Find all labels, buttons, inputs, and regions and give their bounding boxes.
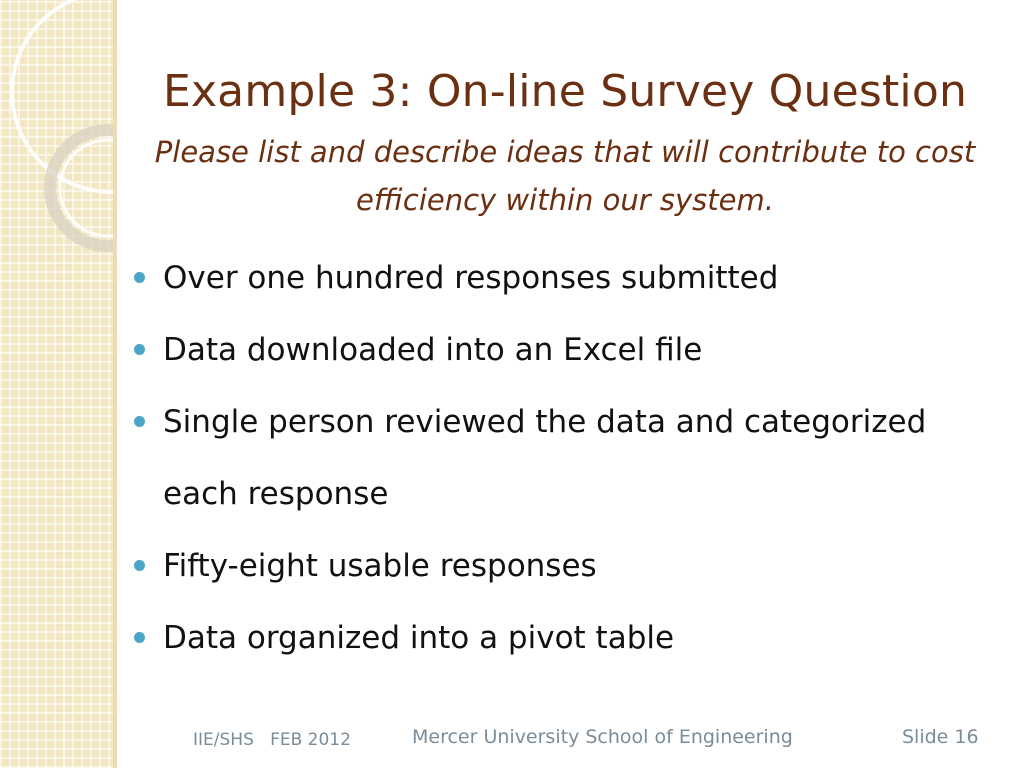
list-item <box>130 530 990 602</box>
footer-institution: Mercer University School of Engineering <box>412 726 793 748</box>
circle-ornament-icon <box>0 0 113 768</box>
footer-date: IIE/SHS FEB 2012 <box>193 730 351 750</box>
list-item <box>130 602 990 674</box>
slide-title: Example 3: On-line Survey Question <box>162 66 968 117</box>
list-item <box>130 242 990 314</box>
bullet-text: Data downloaded into an Excel file <box>163 332 703 368</box>
sidebar-divider <box>113 0 117 768</box>
decorative-sidebar <box>0 0 113 768</box>
bullet-text: Fifty-eight usable responses <box>163 548 597 584</box>
bullet-dot-icon <box>134 632 145 643</box>
slide-subtitle: Please list and describe ideas that will contribute to cost efficiency within our system. <box>154 135 976 217</box>
bullet-text: Single person reviewed the data and categorized each response <box>163 404 927 512</box>
bullet-dot-icon <box>134 272 145 283</box>
bullet-dot-icon <box>134 560 145 571</box>
list-item <box>130 314 990 386</box>
bullet-dot-icon <box>134 416 145 427</box>
list-item <box>130 386 990 530</box>
bullet-text: Over one hundred responses submitted <box>163 260 779 296</box>
bullet-list <box>130 242 990 674</box>
bullet-text: Data organized into a pivot table <box>163 620 675 656</box>
slide-number: Slide 16 <box>902 726 979 748</box>
bullet-dot-icon <box>134 344 145 355</box>
